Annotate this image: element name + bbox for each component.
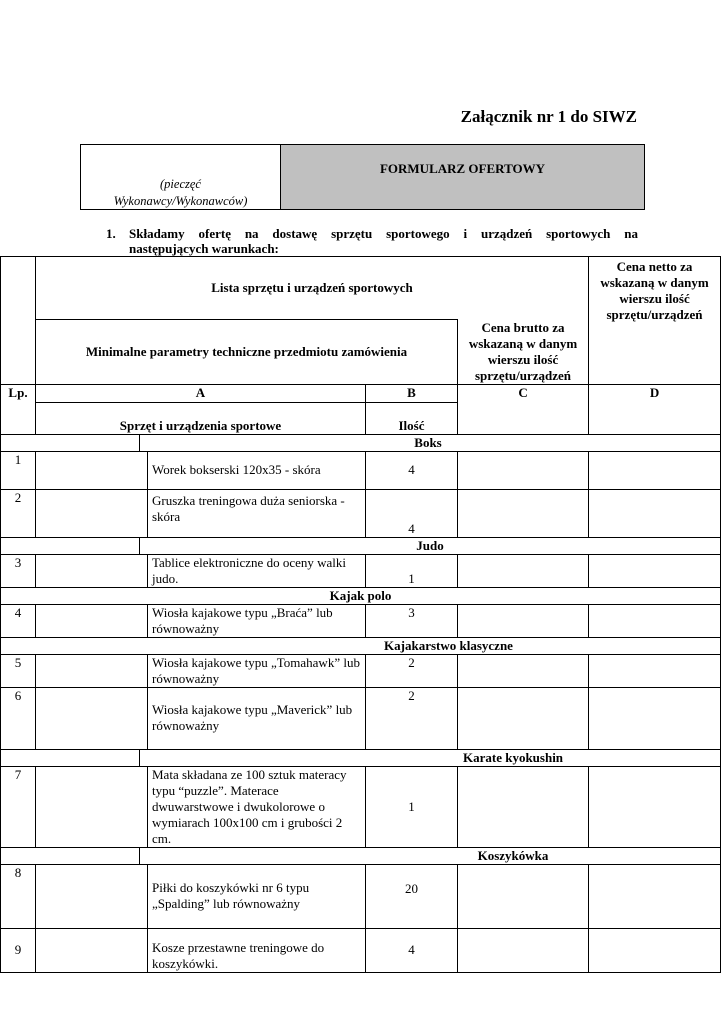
row-7-name: Mata składana ze 100 sztuk materacy typu “puzzle”. Materace dwuwarstwowe i dwukolorowe o wymiarach 100x100 cm i grubości 2 cm. [148, 766, 366, 847]
section-spacer [1, 749, 140, 766]
row-3-gross[interactable] [589, 554, 721, 587]
section-koszykowka: Koszykówka [140, 847, 721, 864]
annex-title: Załącznik nr 1 do SIWZ [460, 107, 637, 126]
col-b: B [366, 384, 458, 402]
contractor-stamp-area [81, 145, 281, 209]
row-2-gross[interactable] [589, 489, 721, 537]
row-6-gross[interactable] [589, 687, 721, 749]
form-title: FORMULARZ OFERTOWY [281, 145, 644, 209]
row-9-qty: 4 [366, 928, 458, 972]
row-3-net[interactable] [458, 554, 589, 587]
row-8-qty: 20 [366, 864, 458, 928]
row-2-name: Gruszka treningowa duża seniorska - skóra [148, 489, 366, 537]
section-spacer [1, 537, 140, 554]
row-5-lp: 5 [1, 654, 36, 687]
row-6-blank [36, 687, 148, 749]
header-gross-price: Cena brutto za wskazaną w danym wierszu ilość sprzętu/urządzeń [458, 320, 589, 385]
row-2-lp: 2 [1, 489, 36, 537]
intro-paragraph [106, 226, 638, 256]
col-b-label: Ilość [366, 402, 458, 434]
row-8-lp: 8 [1, 864, 36, 928]
offer-header-box [80, 144, 645, 210]
intro-line-1: Składamy ofertę na dostawę sprzętu sportowego i urządzeń sportowych na [129, 226, 638, 241]
row-2-blank [36, 489, 148, 537]
stamp-label-line2: Wykonawcy/Wykonawców) [113, 194, 248, 208]
row-1-gross[interactable] [589, 451, 721, 489]
row-4-gross[interactable] [589, 604, 721, 637]
stamp-label-line1: (pieczęć [160, 177, 201, 191]
row-1-blank [36, 451, 148, 489]
row-4-lp: 4 [1, 604, 36, 637]
section-spacer [1, 847, 140, 864]
row-8-net[interactable] [458, 864, 589, 928]
row-2-net[interactable] [458, 489, 589, 537]
header-list: Lista sprzętu i urządzeń sportowych [36, 257, 589, 320]
row-3-name: Tablice elektroniczne do oceny walki judo. [148, 554, 366, 587]
row-6-name: Wiosła kajakowe typu „Maverick” lub równoważny [148, 687, 366, 749]
row-8-name: Piłki do koszykówki nr 6 typu „Spalding” lub równoważny [148, 864, 366, 928]
header-params: Minimalne parametry techniczne przedmiotu zamówienia [36, 320, 458, 385]
row-1-lp: 1 [1, 451, 36, 489]
section-kajak-polo: Kajak polo [1, 587, 721, 604]
row-1-net[interactable] [458, 451, 589, 489]
offer-table [0, 256, 721, 973]
row-5-name: Wiosła kajakowe typu „Tomahawk” lub równoważny [148, 654, 366, 687]
col-a: A [36, 384, 366, 402]
row-9-gross[interactable] [589, 928, 721, 972]
intro-number: 1. [106, 226, 116, 241]
section-boks: Boks [140, 434, 721, 451]
row-3-qty: 1 [366, 554, 458, 587]
row-1-qty: 4 [366, 451, 458, 489]
col-a-label: Sprzęt i urządzenia sportowe [36, 402, 366, 434]
row-5-net[interactable] [458, 654, 589, 687]
row-6-qty: 2 [366, 687, 458, 749]
section-spacer [1, 434, 140, 451]
row-9-name: Kosze przestawne treningowe do koszykówki. [148, 928, 366, 972]
col-lp: Lp. [1, 384, 36, 434]
row-7-lp: 7 [1, 766, 36, 847]
row-7-net[interactable] [458, 766, 589, 847]
row-7-blank [36, 766, 148, 847]
row-6-lp: 6 [1, 687, 36, 749]
row-7-qty: 1 [366, 766, 458, 847]
row-3-lp: 3 [1, 554, 36, 587]
section-kajakarstwo: Kajakarstwo klasyczne [1, 637, 721, 654]
row-9-net[interactable] [458, 928, 589, 972]
col-d: D [589, 384, 721, 434]
row-4-net[interactable] [458, 604, 589, 637]
row-1-name: Worek bokserski 120x35 - skóra [148, 451, 366, 489]
row-9-lp: 9 [1, 928, 36, 972]
section-judo: Judo [140, 537, 721, 554]
row-4-qty: 3 [366, 604, 458, 637]
row-4-blank [36, 604, 148, 637]
header-net-price: Cena netto za wskazaną w danym wierszu ilość sprzętu/urządzeń [589, 257, 721, 385]
section-karate: Karate kyokushin [140, 749, 721, 766]
row-5-blank [36, 654, 148, 687]
intro-line-2: następujących warunkach: [129, 241, 279, 256]
header-blank-lp [1, 257, 36, 385]
row-6-net[interactable] [458, 687, 589, 749]
row-8-blank [36, 864, 148, 928]
row-8-gross[interactable] [589, 864, 721, 928]
row-4-name: Wiosła kajakowe typu „Braća” lub równoważny [148, 604, 366, 637]
row-2-qty: 4 [366, 489, 458, 537]
row-9-blank [36, 928, 148, 972]
row-3-blank [36, 554, 148, 587]
row-5-gross[interactable] [589, 654, 721, 687]
row-5-qty: 2 [366, 654, 458, 687]
row-7-gross[interactable] [589, 766, 721, 847]
col-c: C [458, 384, 589, 434]
